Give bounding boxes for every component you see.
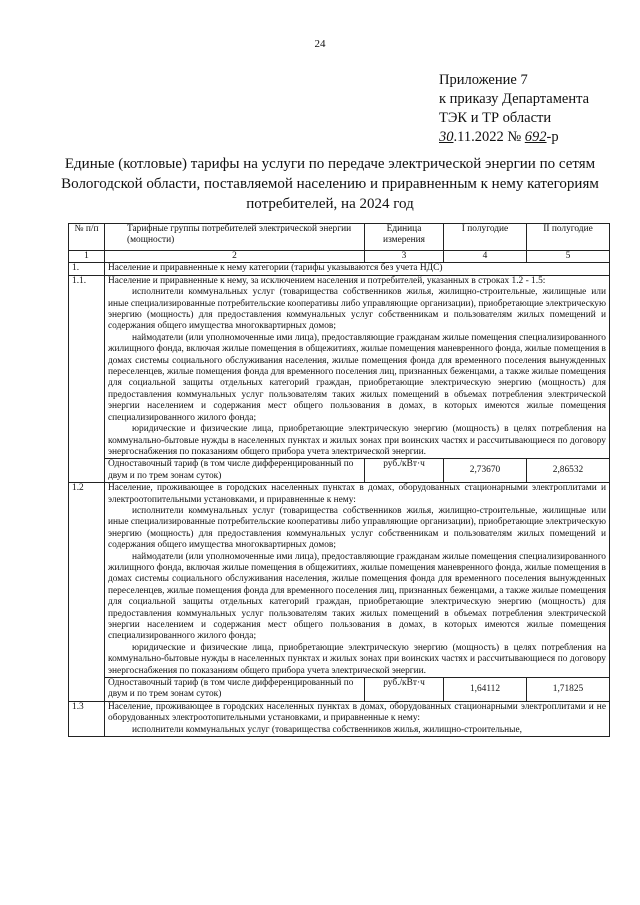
row-paragraph: исполнители коммунальных услуг (товарищества собственников жилья, жилищно-строительные, жилищные или иные специализированные потребительские кооперативы либо управляющие организации), приобретающие электрическую энергию (мощность) для предоставления коммунальных услуг собственникам и пользователям жилых помещений и содержания общего имущества многоквартирных домов; (108, 287, 606, 332)
row-description (105, 483, 610, 678)
annex-date-line (439, 128, 629, 147)
row-text: Население и приравненные к нему категории (тарифы указываются без учета НДС) (105, 263, 610, 275)
document-title: Единые (котловые) тарифы на услуги по передаче электрической энергии по сетям Вологодской области, поставляемой населению и приравненным к нему категориям потребителей, на 2024 год (61, 156, 599, 212)
annex-order-ref: к приказу Департамента (439, 91, 590, 107)
row-num: 1.3 (69, 701, 105, 736)
annex-block (439, 71, 629, 147)
page-number: 24 (314, 38, 326, 50)
table-row (69, 275, 610, 459)
header-h2: II полугодие (527, 224, 610, 251)
header-num: № п/п (69, 224, 105, 251)
tariff-label: Одноставочный тариф (в том числе дифференцированный по двум и по трем зонам суток) (105, 678, 365, 702)
col-index-3: 3 (365, 251, 444, 263)
annex-department: ТЭК и ТР области (439, 110, 552, 126)
tariff-table (68, 223, 610, 737)
row-paragraph: наймодатели (или уполномоченные ими лица), предоставляющие гражданам жилые помещения специализированного жилищного фонда, включая жилые помещения в общежитиях, жилые помещения маневренного фонда, жилые помещения в домах системы социального обслуживания населения, жилые помещения фонда для временного поселения вынужденных переселенцев, жилые помещения фонда для временного поселения лиц, признанных беженцами, а также жилые помещения для социальной защиты отдельных категорий граждан, приобретающие электрическую энергию (мощность) для предоставления коммунальных услуг пользователям таких жилых помещений в объемах потребления электрической энергии населением и содержания мест общего пользования в домах, в которых имеются жилые помещения специализированного жилого фонда; (108, 551, 606, 642)
col-index-4: 4 (444, 251, 527, 263)
row-num: 1.2 (69, 483, 105, 702)
annex-order-number: 692 (524, 129, 547, 145)
tariff-unit: руб./кВт·ч (365, 459, 444, 483)
column-index-row (69, 251, 610, 263)
tariff-h2: 1,71825 (527, 678, 610, 702)
annex-date-day: 30 (439, 129, 454, 145)
col-index-2: 2 (105, 251, 365, 263)
table-row (69, 483, 610, 678)
tariff-h1: 2,73670 (444, 459, 527, 483)
row-lead: Население, проживающее в городских населенных пунктах в домах, оборудованных стационарными электроплитами и электроотопительными установками, и приравненные к нему: (108, 483, 606, 505)
row-num: 1. (69, 263, 105, 275)
annex-title: Приложение 7 (439, 72, 528, 88)
row-paragraph: исполнители коммунальных услуг (товарищества собственников жилья, жилищно-строительные, (132, 724, 522, 735)
row-lead: Население, проживающее в городских населенных пунктах в домах, оборудованных стационарными электроплитами и не оборудованных электроотопительными установками, и приравненные к нему: (108, 701, 606, 724)
row-description (105, 701, 610, 736)
col-index-5: 5 (527, 251, 610, 263)
annex-date-rest: .11.2022 № (453, 129, 522, 145)
tariff-unit: руб./кВт·ч (365, 678, 444, 702)
header-h1: I полугодие (444, 224, 527, 251)
header-group: Тарифные группы потребителей электрической энергии (мощности) (105, 224, 365, 251)
tariff-row (69, 678, 610, 702)
row-paragraph: юридические и физические лица, приобретающие электрическую энергию (мощность) в целях потребления на коммунально-бытовые нужды в населенных пунктах и жилых зонах при воинских частях и рассчитывающиеся по договору энергоснабжения по показаниям общего прибора учета электрической энергии. (108, 424, 606, 457)
annex-order-suffix: -р (546, 129, 559, 145)
table-row (69, 701, 610, 736)
tariff-h2: 2,86532 (527, 459, 610, 483)
col-index-1: 1 (69, 251, 105, 263)
table-row (69, 263, 610, 275)
row-paragraph: наймодатели (или уполномоченные ими лица), предоставляющие гражданам жилые помещения специализированного жилищного фонда, включая жилые помещения в общежитиях, жилые помещения маневренного фонда, жилые помещения в домах системы социального обслуживания населения, жилые помещения фонда для временного поселения вынужденных переселенцев, жилые помещения фонда для временного поселения лиц, признанных беженцами, а также жилые помещения для социальной защиты отдельных категорий граждан, приобретающие электрическую энергию (мощность) для предоставления коммунальных услуг пользователям таких жилых помещений в объемах потребления электрической энергии населением и содержания мест общего пользования в домах, в которых имеются жилые помещения специализированного жилого фонда; (108, 332, 606, 423)
row-paragraph: исполнители коммунальных услуг (товарищества собственников жилья, жилищно-строительные, жилищные или иные специализированные потребительские кооперативы либо управляющие организации), приобретающие электрическую энергию (мощность) для предоставления коммунальных услуг собственникам и пользователям жилых помещений и содержания общего имущества многоквартирных домов; (108, 505, 606, 551)
row-paragraph: юридические и физические лица, приобретающие электрическую энергию (мощность) в целях потребления на коммунально-бытовые нужды в населенных пунктах и жилых зонах при воинских частях и рассчитывающиеся по договору энергоснабжения по показаниям общего прибора учета электрической энергии. (108, 642, 606, 676)
row-lead: Население и приравненные к нему, за исключением населения и потребителей, указанных в строках 1.2 - 1.5: (108, 275, 546, 286)
row-num: 1.1. (69, 275, 105, 482)
tariff-h1: 1,64112 (444, 678, 527, 702)
table-header-row (69, 224, 610, 251)
row-description (105, 275, 610, 459)
header-unit: Единица измерения (365, 224, 444, 251)
tariff-label: Одноставочный тариф (в том числе дифференцированный по двум и по трем зонам суток) (105, 459, 365, 483)
tariff-row (69, 459, 610, 483)
